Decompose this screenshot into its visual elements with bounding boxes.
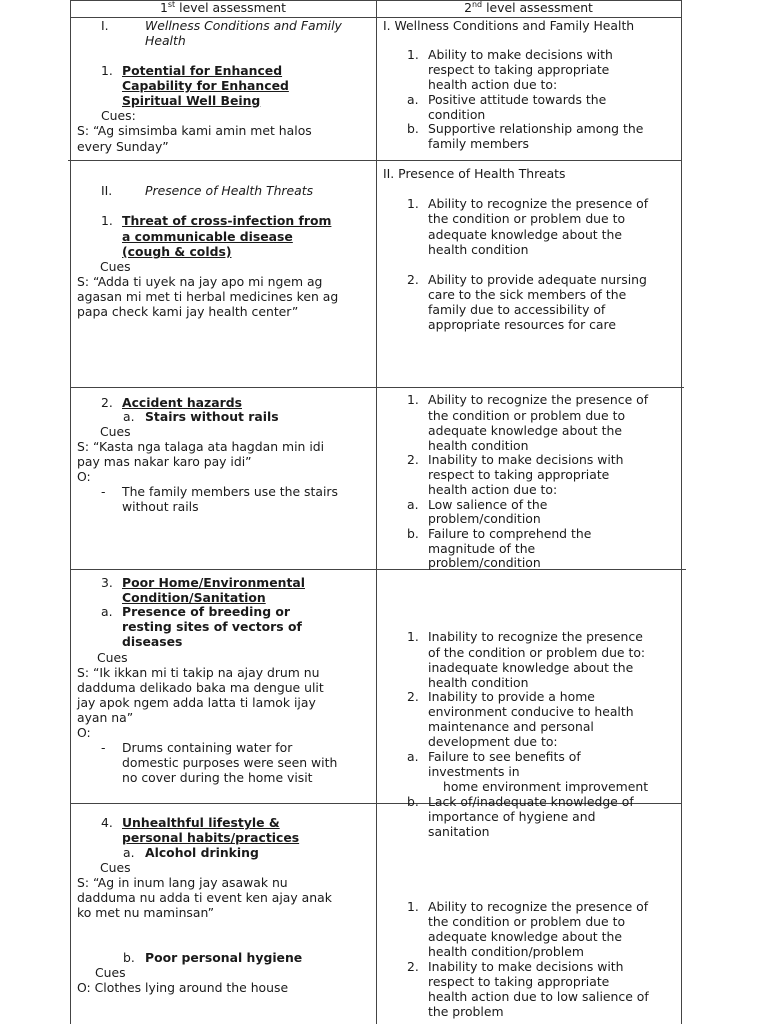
sec3-right-1-line-1: Ability to recognize the presence of [428, 392, 649, 407]
sec1-title-line-2: Health [145, 33, 186, 48]
sec1-right-item-number: 1. [407, 47, 419, 62]
sec3-right-2-line-1: Inability to make decisions with [428, 452, 624, 467]
sec5-right-2-number: 2. [407, 959, 419, 974]
table-left-border [70, 0, 71, 1024]
sec3-right-1-line-3: adequate knowledge about the [428, 423, 622, 438]
sec3-item-title: Accident hazards [122, 395, 242, 410]
sec4-right-b-line-3: sanitation [428, 824, 490, 839]
sec3-item-number: 2. [101, 395, 113, 410]
sec3-right-b-marker: b. [407, 526, 419, 541]
sec1-right-b-line-1: Supportive relationship among the [428, 121, 644, 136]
sec4-right-2-line-2: environment conducive to health [428, 704, 634, 719]
sec5-right-1-line-4: health condition/problem [428, 944, 584, 959]
sec1-right-a-line-1: Positive attitude towards the [428, 92, 607, 107]
sec4-objective-line-2: domestic purposes were seen with [122, 755, 338, 770]
column-header-2nd-level: 2nd level assessment [464, 0, 593, 15]
sec4-cues-label: Cues [97, 650, 128, 665]
sec1-subjective-line-1: S: “Ag simsimba kami amin met halos [77, 123, 312, 138]
column-divider [376, 0, 377, 1024]
sec5-item-number: 4. [101, 815, 113, 830]
sec4-right-2-number: 2. [407, 689, 419, 704]
sec4-right-1-number: 1. [407, 629, 419, 644]
row-divider-1 [68, 160, 681, 161]
sec2-right-1-line-1: Ability to recognize the presence of [428, 196, 649, 211]
sec2-right-1-line-3: adequate knowledge about the [428, 227, 622, 242]
sec4-item-title-line-1: Poor Home/Environmental [122, 575, 305, 590]
sec3-objective-line-2: without rails [122, 499, 199, 514]
sec4-right-b-marker: b. [407, 794, 419, 809]
sec1-right-a-marker: a. [407, 92, 419, 107]
sec5-right-1-number: 1. [407, 899, 419, 914]
sec4-sub-a-line-3: diseases [122, 634, 183, 649]
sec1-title-line-1: Wellness Conditions and Family [145, 18, 342, 33]
sec3-cues-label: Cues [100, 424, 131, 439]
sec5-subjective-line-2: dadduma nu adda ti event ken ajay anak [77, 890, 332, 905]
sec5-sub-b-title: Poor personal hygiene [145, 950, 303, 965]
sec2-cues-label: Cues [100, 259, 131, 274]
sec2-title: Presence of Health Threats [145, 183, 314, 198]
sec5-item-title-line-2: personal habits/practices [122, 830, 300, 845]
sec1-right-b-marker: b. [407, 121, 419, 136]
sec4-right-1-line-3: inadequate knowledge about the [428, 660, 634, 675]
sec2-right-2-line-1: Ability to provide adequate nursing [428, 272, 647, 287]
sec1-right-line-1: Ability to make decisions with [428, 47, 613, 62]
sec1-roman-numeral: I. [101, 18, 109, 33]
sec1-right-line-2: respect to taking appropriate [428, 62, 610, 77]
sec4-right-a-line-2: investments in [428, 764, 520, 779]
column-header-1st-level: 1st level assessment [160, 0, 286, 15]
sec3-right-2-line-3: health action due to: [428, 482, 558, 497]
sec3-right-b-line-2: magnitude of the [428, 541, 536, 556]
sec4-right-a-line-1: Failure to see benefits of [428, 749, 581, 764]
sec3-objective-label: O: [77, 469, 91, 484]
sec1-right-line-3: health action due to: [428, 77, 558, 92]
sec3-right-2-number: 2. [407, 452, 419, 467]
sec3-right-1-line-2: the condition or problem due to [428, 408, 626, 423]
sec3-right-1-line-4: health condition [428, 438, 529, 453]
sec3-sub-a-title: Stairs without rails [145, 409, 279, 424]
sec5-sub-b-marker: b. [123, 950, 135, 965]
sec4-sub-a-line-1: Presence of breeding or [122, 604, 291, 619]
sec4-right-a-indented-line: home environment improvement [443, 779, 649, 794]
sec5-item-title-line-1: Unhealthful lifestyle & [122, 815, 280, 830]
sec1-item-number: 1. [101, 63, 113, 78]
sec4-objective-label: O: [77, 725, 91, 740]
sec3-right-b-line-1: Failure to comprehend the [428, 526, 592, 541]
sec2-right-1-line-4: health condition [428, 242, 529, 257]
sec3-subjective-line-1: S: “Kasta nga talaga ata hagdan min idi [77, 439, 325, 454]
sec5-right-2-line-4: the problem [428, 1004, 504, 1019]
sec4-right-2-line-1: Inability to provide a home [428, 689, 595, 704]
sec3-objective-dash: - [101, 484, 106, 499]
sec3-right-1-number: 1. [407, 392, 419, 407]
sec4-objective-line-1: Drums containing water for [122, 740, 293, 755]
row-divider-3 [70, 569, 686, 570]
sec5-sub-a-marker: a. [123, 845, 135, 860]
sec4-subjective-line-2: dadduma delikado baka ma dengue ulit [77, 680, 324, 695]
row-divider-2 [70, 387, 684, 388]
sec5-right-2-line-1: Inability to make decisions with [428, 959, 624, 974]
sec3-objective-line-1: The family members use the stairs [122, 484, 338, 499]
sec2-right-1-line-2: the condition or problem due to [428, 211, 626, 226]
sec4-right-b-line-1: Lack of/inadequate knowledge of [428, 794, 634, 809]
sec4-right-1-line-4: health condition [428, 675, 529, 690]
sec1-item-title-line-1: Potential for Enhanced [122, 63, 283, 78]
sec3-right-b-line-3: problem/condition [428, 555, 541, 570]
sec4-right-1-line-1: Inability to recognize the presence [428, 629, 643, 644]
sec4-right-2-line-3: maintenance and personal [428, 719, 594, 734]
sec2-right-2-number: 2. [407, 272, 419, 287]
sec1-right-a-line-2: condition [428, 107, 486, 122]
sec3-sub-a-marker: a. [123, 409, 135, 424]
sec5-subjective-line-1: S: “Ag in inum lang jay asawak nu [77, 875, 288, 890]
sec3-right-a-marker: a. [407, 497, 419, 512]
table-right-border [681, 0, 682, 1024]
sec1-subjective-line-2: every Sunday” [77, 139, 169, 154]
sec2-right-2-line-4: appropriate resources for care [428, 317, 616, 332]
sec2-item-title-line-1: Threat of cross-infection from [122, 213, 332, 228]
sec2-subjective-line-1: S: “Adda ti uyek na jay apo mi ngem ag [77, 274, 323, 289]
sec4-subjective-line-4: ayan na” [77, 710, 134, 725]
sec2-item-title-line-2: a communicable disease [122, 229, 293, 244]
sec4-objective-dash: - [101, 740, 106, 755]
sec5-sub-a-title: Alcohol drinking [145, 845, 259, 860]
sec5-right-1-line-1: Ability to recognize the presence of [428, 899, 649, 914]
sec5-right-2-line-2: respect to taking appropriate [428, 974, 610, 989]
sec2-item-number: 1. [101, 213, 113, 228]
sec4-right-a-marker: a. [407, 749, 419, 764]
sec2-subjective-line-3: papa check kami jay health center” [77, 304, 299, 319]
sec3-right-a-line-1: Low salience of the [428, 497, 548, 512]
sec2-right-2-line-3: family due to accessibility of [428, 302, 606, 317]
sec1-item-title-line-2: Capability for Enhanced [122, 78, 289, 93]
sec4-item-title-line-2: Condition/Sanitation [122, 590, 266, 605]
sec5-right-1-line-3: adequate knowledge about the [428, 929, 622, 944]
sec4-subjective-line-3: jay apok ngem adda latta ti lamok ijay [77, 695, 316, 710]
sec4-subjective-line-1: S: “Ik ikkan mi ti takip na ajay drum nu [77, 665, 320, 680]
sec4-right-1-line-2: of the condition or problem due to: [428, 645, 646, 660]
sec1-cues-label: Cues: [101, 108, 136, 123]
sec4-sub-a-line-2: resting sites of vectors of [122, 619, 302, 634]
sec3-right-2-line-2: respect to taking appropriate [428, 467, 610, 482]
sec2-right-2-line-2: care to the sick members of the [428, 287, 627, 302]
sec1-item-title-line-3: Spiritual Well Being [122, 93, 261, 108]
sec5-cues-label: Cues [100, 860, 131, 875]
sec5-cues-label-2: Cues [95, 965, 126, 980]
sec1-right-title: I. Wellness Conditions and Family Health [383, 18, 635, 33]
sec5-right-2-line-3: health action due to low salience of [428, 989, 649, 1004]
sec2-right-1-number: 1. [407, 196, 419, 211]
sec2-subjective-line-2: agasan mi met ti herbal medicines ken ag [77, 289, 339, 304]
sec4-objective-line-3: no cover during the home visit [122, 770, 313, 785]
sec2-roman-numeral: II. [101, 183, 113, 198]
sec2-item-title-line-3: (cough & colds) [122, 244, 232, 259]
sec3-subjective-line-2: pay mas nakar karo pay idi” [77, 454, 252, 469]
sec4-right-2-line-4: development due to: [428, 734, 558, 749]
sec4-item-number: 3. [101, 575, 113, 590]
sec5-subjective-line-3: ko met nu maminsan” [77, 905, 215, 920]
sec5-right-1-line-2: the condition or problem due to [428, 914, 626, 929]
sec5-objective-line: O: Clothes lying around the house [77, 980, 289, 995]
sec4-sub-a-marker: a. [101, 604, 113, 619]
sec2-right-title: II. Presence of Health Threats [383, 166, 566, 181]
sec4-right-b-line-2: importance of hygiene and [428, 809, 596, 824]
sec3-right-a-line-2: problem/condition [428, 511, 541, 526]
sec1-right-b-line-2: family members [428, 136, 529, 151]
